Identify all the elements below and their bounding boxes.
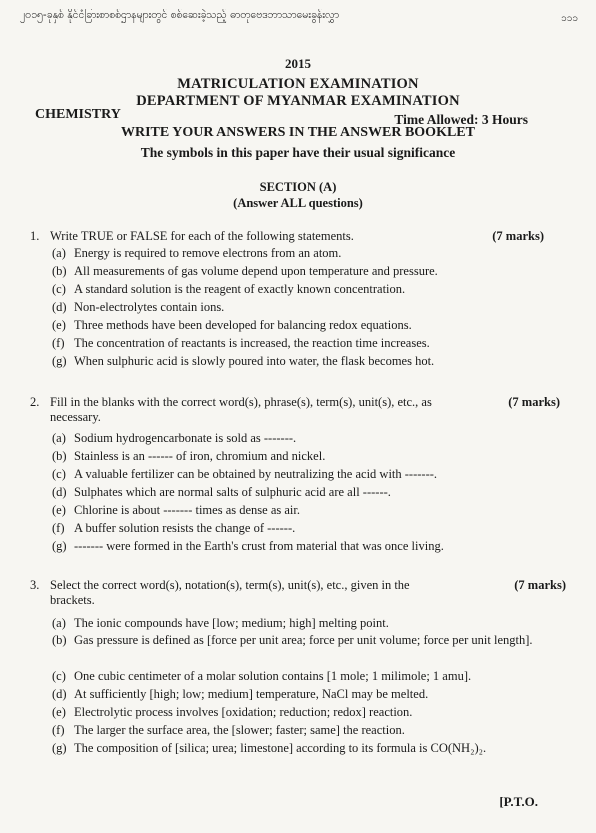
question-item	[52, 632, 572, 667]
item-text: Stainless is an ------ of iron, chromium and nickel.	[74, 449, 326, 463]
item-text: The ionic compounds have [low; medium; high] melting point.	[74, 616, 389, 630]
subject-title: CHEMISTRY	[35, 107, 121, 122]
item-label: (f)	[52, 521, 65, 535]
question-item	[52, 447, 572, 465]
question-item	[52, 352, 572, 370]
question-item	[52, 614, 572, 632]
question-item	[52, 519, 572, 537]
item-label: (b)	[52, 264, 67, 278]
question-stem: Write TRUE or FALSE for each of the following statements.	[50, 229, 354, 243]
item-label: (g)	[52, 539, 67, 553]
page-number: ၁၁၁	[561, 13, 578, 24]
item-label: (e)	[52, 503, 66, 517]
item-label: (b)	[52, 633, 67, 647]
exam-year: 2015	[285, 56, 311, 71]
item-text: When sulphuric acid is slowly poured into water, the flask becomes hot.	[74, 354, 435, 368]
question-item	[52, 334, 572, 352]
time-allowed: Time Allowed: 3 Hours	[394, 112, 528, 127]
question-item	[52, 262, 572, 280]
item-label: (g)	[52, 741, 67, 755]
question-item	[52, 298, 572, 316]
item-text: A valuable fertilizer can be obtained by neutralizing the acid with -------.	[74, 467, 438, 481]
question-stem: Select the correct word(s), notation(s), term(s), unit(s), etc., given in the brackets.	[50, 578, 410, 607]
item-text: The concentration of reactants is increased, the reaction time increases.	[74, 336, 430, 350]
item-label: (a)	[52, 616, 66, 630]
item-label: (c)	[52, 467, 66, 481]
question-marks: (7 marks)	[492, 229, 544, 243]
question-item	[52, 685, 572, 703]
item-text: Sulphates which are normal salts of sulphuric acid are all ------.	[74, 485, 391, 499]
item-label: (f)	[52, 336, 65, 350]
question-item	[52, 244, 572, 262]
item-label: (b)	[52, 449, 67, 463]
item-text: All measurements of gas volume depend upon temperature and pressure.	[74, 264, 438, 278]
item-text: The larger the surface area, the [slower; faster; same] the reaction.	[74, 723, 405, 737]
department-title: DEPARTMENT OF MYANMAR EXAMINATION	[136, 93, 460, 109]
item-label: (e)	[52, 318, 66, 332]
running-header: ၂၀၁၅-ခုနှစ် နိုင်ငံခြားစာစစ်ဌာနများတွင် စစ်ဆေးခဲ့သည့် ဓာတုဗေဒဘာသာမေးခွန်းလွှာ	[20, 9, 340, 21]
item-label: (f)	[52, 723, 65, 737]
item-text: Sodium hydrogencarbonate is sold as -------.	[74, 431, 297, 445]
item-text: A buffer solution resists the change of ------.	[74, 521, 296, 535]
question-item	[52, 739, 572, 757]
item-text: Non-electrolytes contain ions.	[74, 300, 225, 314]
question-number: 2.	[30, 395, 40, 409]
question-item	[52, 721, 572, 739]
item-label: (c)	[52, 669, 66, 683]
question-item	[52, 537, 572, 555]
item-label: (a)	[52, 246, 66, 260]
item-label: (c)	[52, 282, 66, 296]
item-text: Energy is required to remove electrons from an atom.	[74, 246, 342, 260]
please-turn-over: [P.T.O.	[499, 794, 538, 809]
answer-instruction: WRITE YOUR ANSWERS IN THE ANSWER BOOKLET	[121, 125, 475, 140]
item-label: (d)	[52, 485, 67, 499]
question-item	[52, 667, 572, 685]
item-label: (d)	[52, 300, 67, 314]
item-text: At sufficiently [high; low; medium] temperature, NaCl may be melted.	[74, 687, 429, 701]
item-text: Electrolytic process involves [oxidation; reduction; redox] reaction.	[74, 705, 413, 719]
symbols-note: The symbols in this paper have their usual significance	[140, 145, 456, 160]
item-text: One cubic centimeter of a molar solution contains [1 mole; 1 milimole; 1 amu].	[74, 669, 472, 683]
item-text: ------- were formed in the Earth's crust from material that was once living.	[74, 539, 444, 553]
question-stem: Fill in the blanks with the correct word(s), phrase(s), term(s), unit(s), etc., as necessary.	[50, 395, 432, 424]
item-label: (d)	[52, 687, 67, 701]
question-item	[52, 465, 572, 483]
item-text: A standard solution is the reagent of exactly known concentration.	[74, 282, 406, 296]
item-text: Gas pressure is defined as [force per unit area; force per unit volume; force per unit length].	[74, 633, 533, 647]
question-item	[52, 483, 572, 501]
question-items	[52, 244, 572, 370]
section-subtitle: (Answer ALL questions)	[233, 196, 363, 210]
question-number: 3.	[30, 578, 40, 592]
question-item	[52, 280, 572, 298]
question-item	[52, 703, 572, 721]
question-item	[52, 316, 572, 334]
item-text: Three methods have been developed for balancing redox equations.	[74, 318, 412, 332]
item-text: The composition of [silica; urea; limestone] according to its formula is CO(NH₂)₂.	[74, 741, 487, 755]
item-label: (e)	[52, 705, 66, 719]
question-number: 1.	[30, 229, 40, 243]
question-item	[52, 501, 572, 519]
section-title: SECTION (A)	[259, 180, 337, 194]
question-marks: (7 marks)	[508, 395, 560, 409]
exam-title: MATRICULATION EXAMINATION	[177, 76, 419, 92]
item-label: (g)	[52, 354, 67, 368]
question-items	[52, 429, 572, 555]
item-text: Chlorine is about ------- times as dense as air.	[74, 503, 300, 517]
question-item	[52, 429, 572, 447]
question-marks: (7 marks)	[514, 578, 566, 592]
item-label: (a)	[52, 431, 66, 445]
question-items	[52, 614, 572, 757]
